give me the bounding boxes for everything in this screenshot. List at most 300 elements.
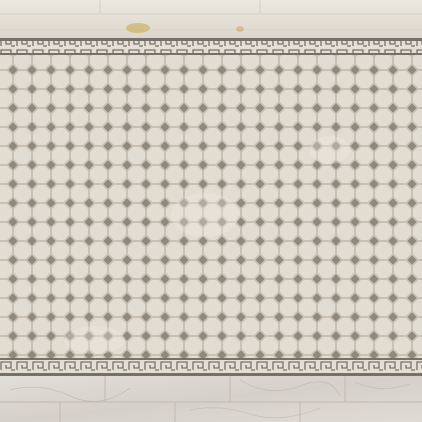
octagon-tile: [147, 261, 164, 278]
octagon-tile: [204, 261, 221, 278]
octagon-tile: [299, 261, 316, 278]
octagon-tile: [261, 261, 278, 278]
octagon-tile: [280, 204, 297, 221]
octagon-tile: [14, 261, 31, 278]
octagon-tile: [109, 128, 126, 145]
octagon-tile: [147, 318, 164, 335]
octagon-tile: [280, 71, 297, 88]
octagon-tile: [318, 204, 335, 221]
octagon-tile: [185, 299, 202, 316]
octagon-tile: [337, 261, 354, 278]
octagon-tile: [318, 223, 335, 240]
octagon-tile: [109, 185, 126, 202]
octagon-tile: [185, 109, 202, 126]
octagon-tile: [337, 337, 354, 354]
octagon-tile: [33, 223, 50, 240]
octagon-tile: [128, 109, 145, 126]
octagon-tile: [90, 223, 107, 240]
octagon-tile: [90, 299, 107, 316]
octagon-tile: [147, 128, 164, 145]
greek-key-border-top: [0, 38, 422, 55]
octagon-tile: [147, 337, 164, 354]
octagon-tile: [147, 90, 164, 107]
octagon-tile: [90, 166, 107, 183]
top-wall: [0, 0, 422, 38]
octagon-tile: [204, 280, 221, 297]
octagon-tile: [337, 280, 354, 297]
octagon-tile: [242, 90, 259, 107]
octagon-tile: [318, 318, 335, 335]
octagon-tile: [109, 166, 126, 183]
octagon-tile: [90, 109, 107, 126]
octagon-tile: [261, 166, 278, 183]
octagon-tile: [90, 185, 107, 202]
octagon-tile: [223, 147, 240, 164]
octagon-tile: [337, 242, 354, 259]
octagon-tile: [33, 318, 50, 335]
octagon-tile: [337, 318, 354, 335]
octagon-tile: [204, 71, 221, 88]
octagon-tile: [147, 185, 164, 202]
octagon-tile: [33, 128, 50, 145]
octagon-tile: [71, 223, 88, 240]
octagon-tile: [14, 109, 31, 126]
octagon-tile: [394, 109, 411, 126]
octagon-tile: [394, 223, 411, 240]
octagon-tile: [223, 337, 240, 354]
octagon-tile: [109, 90, 126, 107]
octagon-tile: [147, 71, 164, 88]
octagon-tile: [356, 185, 373, 202]
octagon-tile: [52, 71, 69, 88]
octagon-tile: [242, 299, 259, 316]
octagon-tile: [299, 71, 316, 88]
octagon-tile: [318, 337, 335, 354]
octagon-tile: [109, 109, 126, 126]
octagon-tile: [52, 185, 69, 202]
octagon-tile: [394, 128, 411, 145]
octagon-tile: [147, 223, 164, 240]
octagon-tile: [318, 71, 335, 88]
octagon-tile: [242, 166, 259, 183]
octagon-tile: [299, 337, 316, 354]
octagon-tile: [166, 109, 183, 126]
octagon-tile: [14, 242, 31, 259]
octagon-tile: [299, 90, 316, 107]
octagon-tile: [128, 71, 145, 88]
octagon-tile: [71, 109, 88, 126]
octagon-tile: [128, 90, 145, 107]
octagon-tile: [71, 261, 88, 278]
octagon-tile: [90, 204, 107, 221]
octagon-tile: [147, 280, 164, 297]
octagon-tile: [337, 204, 354, 221]
octagon-tile: [128, 280, 145, 297]
octagon-tile: [299, 204, 316, 221]
octagon-tile: [280, 280, 297, 297]
octagon-tile: [242, 204, 259, 221]
worn-patch: [65, 326, 125, 354]
octagon-tile: [375, 337, 392, 354]
octagon-tile: [147, 109, 164, 126]
octagon-tile: [14, 204, 31, 221]
octagon-tile: [280, 90, 297, 107]
octagon-tile: [261, 185, 278, 202]
octagon-tile: [337, 185, 354, 202]
octagon-tile: [185, 128, 202, 145]
octagon-tile: [261, 147, 278, 164]
octagon-tile: [52, 128, 69, 145]
octagon-tile: [375, 71, 392, 88]
octagon-tile: [280, 299, 297, 316]
octagon-tile: [166, 147, 183, 164]
octagon-tile: [90, 128, 107, 145]
octagon-tile: [14, 71, 31, 88]
octagon-tile: [261, 318, 278, 335]
octagon-tile: [71, 90, 88, 107]
octagon-tile: [242, 280, 259, 297]
octagon-tile: [223, 166, 240, 183]
octagon-tile: [394, 147, 411, 164]
octagon-tile: [204, 318, 221, 335]
octagon-tile: [394, 337, 411, 354]
octagon-tile: [299, 299, 316, 316]
octagon-tile: [375, 90, 392, 107]
octagon-tile: [242, 185, 259, 202]
octagon-tile: [242, 261, 259, 278]
octagon-tile: [128, 147, 145, 164]
octagon-tile: [375, 185, 392, 202]
octagon-tile: [52, 242, 69, 259]
octagon-tile: [375, 223, 392, 240]
octagon-tile: [52, 280, 69, 297]
octagon-tile: [52, 147, 69, 164]
octagon-tile: [204, 337, 221, 354]
octagon-tile: [223, 128, 240, 145]
octagon-tile: [261, 223, 278, 240]
octagon-tile: [128, 242, 145, 259]
octagon-tile: [14, 299, 31, 316]
octagon-tile: [90, 242, 107, 259]
octagon-tile: [337, 223, 354, 240]
octagon-tile: [394, 242, 411, 259]
octagon-tile: [299, 318, 316, 335]
octagon-tile: [394, 280, 411, 297]
octagon-tile: [299, 223, 316, 240]
worn-patch: [171, 193, 239, 237]
octagon-tile: [204, 90, 221, 107]
octagon-tile: [52, 90, 69, 107]
octagon-tile: [33, 280, 50, 297]
octagon-tile: [356, 204, 373, 221]
octagon-tile: [14, 128, 31, 145]
octagon-tile: [242, 147, 259, 164]
octagon-tile: [128, 318, 145, 335]
octagon-tile: [337, 71, 354, 88]
octagon-tile: [185, 71, 202, 88]
octagon-tile: [71, 128, 88, 145]
octagon-tile: [223, 109, 240, 126]
octagon-tile: [280, 147, 297, 164]
octagon-tile: [242, 109, 259, 126]
octagon-tile: [185, 261, 202, 278]
octagon-tile: [166, 185, 183, 202]
octagon-tile: [90, 71, 107, 88]
octagon-tile: [261, 109, 278, 126]
octagon-tile: [280, 128, 297, 145]
octagon-tile: [223, 242, 240, 259]
octagon-tile: [33, 261, 50, 278]
octagon-tile: [261, 299, 278, 316]
octagon-tile: [128, 223, 145, 240]
octagon-tile: [90, 280, 107, 297]
octagon-tile: [14, 280, 31, 297]
octagon-tile: [299, 166, 316, 183]
octagon-tile: [223, 261, 240, 278]
octagon-tile: [166, 71, 183, 88]
octagon-tile: [261, 71, 278, 88]
octagon-tile: [356, 261, 373, 278]
octagon-tile: [375, 299, 392, 316]
octagon-tile: [71, 299, 88, 316]
octagon-tile: [242, 318, 259, 335]
octagon-tile: [318, 90, 335, 107]
octagon-tile: [356, 147, 373, 164]
octagon-tile: [166, 261, 183, 278]
octagon-tile: [166, 280, 183, 297]
octagon-tile: [394, 90, 411, 107]
octagon-tile: [394, 204, 411, 221]
octagon-tile: [280, 261, 297, 278]
octagon-tile: [147, 204, 164, 221]
octagon-tile: [128, 261, 145, 278]
octagon-tile: [204, 166, 221, 183]
octagon-tile: [185, 280, 202, 297]
octagon-tile: [280, 242, 297, 259]
octagon-tile: [337, 166, 354, 183]
octagon-tile: [261, 337, 278, 354]
octagon-tile: [242, 337, 259, 354]
octagon-tile: [394, 261, 411, 278]
octagon-tile: [375, 242, 392, 259]
octagon-tile: [109, 147, 126, 164]
octagon-tile: [394, 318, 411, 335]
octagon-tile: [356, 166, 373, 183]
octagon-tile: [261, 280, 278, 297]
octagon-tile: [14, 147, 31, 164]
octagon-tile: [280, 166, 297, 183]
octagon-tile: [166, 337, 183, 354]
marble-base: [0, 376, 422, 422]
octagon-tile: [109, 261, 126, 278]
octagon-tile: [33, 242, 50, 259]
octagon-tile: [185, 318, 202, 335]
octagon-tile: [261, 242, 278, 259]
octagon-tile: [90, 147, 107, 164]
octagon-tile: [318, 242, 335, 259]
octagon-tile: [147, 147, 164, 164]
octagon-tile: [71, 242, 88, 259]
octagon-tile: [185, 166, 202, 183]
octagon-tile: [337, 299, 354, 316]
octagon-tile: [166, 90, 183, 107]
octagon-tile: [14, 185, 31, 202]
octagon-tile: [166, 299, 183, 316]
greek-key-border-bottom: [0, 358, 422, 376]
octagon-tile: [128, 204, 145, 221]
octagon-tile: [223, 71, 240, 88]
octagon-tile: [242, 242, 259, 259]
octagon-tile: [147, 166, 164, 183]
octagon-tile: [52, 299, 69, 316]
octagon-tile: [52, 109, 69, 126]
octagon-tile: [14, 166, 31, 183]
octagon-tile: [33, 90, 50, 107]
octagon-tile: [318, 299, 335, 316]
octagon-tile: [261, 128, 278, 145]
octagon-tile: [204, 147, 221, 164]
octagon-tile: [223, 90, 240, 107]
octagon-tile: [71, 147, 88, 164]
octagon-tile: [147, 299, 164, 316]
octagon-tile: [375, 261, 392, 278]
octagon-tile: [242, 128, 259, 145]
octagon-tile: [375, 204, 392, 221]
octagon-tile: [223, 280, 240, 297]
octagon-tile: [128, 166, 145, 183]
octagon-tile: [318, 261, 335, 278]
octagon-tile: [71, 71, 88, 88]
octagon-tile: [394, 299, 411, 316]
octagon-tile-field: [0, 52, 422, 398]
octagon-tile: [109, 204, 126, 221]
octagon-tile: [109, 242, 126, 259]
octagon-tile: [14, 223, 31, 240]
octagon-tile: [356, 337, 373, 354]
octagon-tile: [33, 71, 50, 88]
octagon-tile: [128, 185, 145, 202]
octagon-tile: [375, 109, 392, 126]
octagon-tile: [166, 128, 183, 145]
octagon-tile: [14, 337, 31, 354]
octagon-tile: [71, 166, 88, 183]
octagon-tile: [261, 90, 278, 107]
octagon-tile: [280, 109, 297, 126]
octagon-tile: [166, 318, 183, 335]
octagon-tile: [33, 147, 50, 164]
octagon-tile: [337, 90, 354, 107]
octagon-tile: [33, 166, 50, 183]
octagon-tile: [280, 185, 297, 202]
octagon-tile: [33, 185, 50, 202]
octagon-tile: [166, 166, 183, 183]
octagon-tile: [71, 280, 88, 297]
octagon-tile: [375, 280, 392, 297]
octagon-tile: [185, 147, 202, 164]
octagon-tile: [185, 242, 202, 259]
octagon-tile: [109, 223, 126, 240]
octagon-tile: [242, 223, 259, 240]
octagon-tile: [71, 204, 88, 221]
octagon-tile: [128, 128, 145, 145]
octagon-tile: [375, 166, 392, 183]
octagon-tile: [242, 71, 259, 88]
octagon-tile: [318, 280, 335, 297]
octagon-tile: [185, 90, 202, 107]
octagon-tile: [337, 109, 354, 126]
octagon-tile: [223, 318, 240, 335]
octagon-tile: [204, 242, 221, 259]
octagon-tile: [128, 337, 145, 354]
octagon-tile: [375, 128, 392, 145]
octagon-tile: [33, 109, 50, 126]
octagon-tile: [318, 185, 335, 202]
octagon-tile: [356, 299, 373, 316]
octagon-tile: [375, 147, 392, 164]
octagon-tile: [375, 318, 392, 335]
octagon-tile: [280, 318, 297, 335]
octagon-tile: [394, 166, 411, 183]
octagon-tile: [356, 318, 373, 335]
octagon-tile: [356, 128, 373, 145]
worn-patch: [310, 136, 350, 164]
octagon-tile: [261, 204, 278, 221]
octagon-tile: [356, 223, 373, 240]
octagon-tile: [109, 280, 126, 297]
octagon-tile: [109, 299, 126, 316]
octagon-tile: [394, 71, 411, 88]
octagon-tile: [33, 299, 50, 316]
octagon-tile: [147, 242, 164, 259]
octagon-tile: [128, 299, 145, 316]
octagon-tile: [185, 337, 202, 354]
octagon-tile: [356, 280, 373, 297]
octagon-tile: [299, 109, 316, 126]
octagon-tile: [52, 261, 69, 278]
octagon-tile: [52, 166, 69, 183]
octagon-tile: [280, 223, 297, 240]
octagon-tile: [33, 204, 50, 221]
octagon-tile: [204, 299, 221, 316]
octagon-tile: [356, 90, 373, 107]
octagon-tile: [71, 185, 88, 202]
octagon-tile: [14, 90, 31, 107]
octagon-tile: [204, 109, 221, 126]
octagon-tile: [52, 318, 69, 335]
octagon-tile: [33, 337, 50, 354]
octagon-tile: [356, 109, 373, 126]
octagon-tile: [280, 337, 297, 354]
octagon-tile: [109, 71, 126, 88]
octagon-tile: [394, 185, 411, 202]
octagon-tile: [166, 242, 183, 259]
octagon-tile: [299, 280, 316, 297]
octagon-tile: [299, 185, 316, 202]
octagon-tile: [90, 90, 107, 107]
octagon-tile: [52, 223, 69, 240]
octagon-tile: [318, 109, 335, 126]
octagon-tile: [52, 204, 69, 221]
stain-mark: [126, 23, 150, 33]
octagon-tile: [204, 128, 221, 145]
octagon-tile: [223, 299, 240, 316]
octagon-tile: [90, 261, 107, 278]
octagon-tile: [318, 166, 335, 183]
octagon-tile: [356, 71, 373, 88]
octagon-tile: [14, 318, 31, 335]
octagon-tile: [356, 242, 373, 259]
octagon-tile: [299, 242, 316, 259]
